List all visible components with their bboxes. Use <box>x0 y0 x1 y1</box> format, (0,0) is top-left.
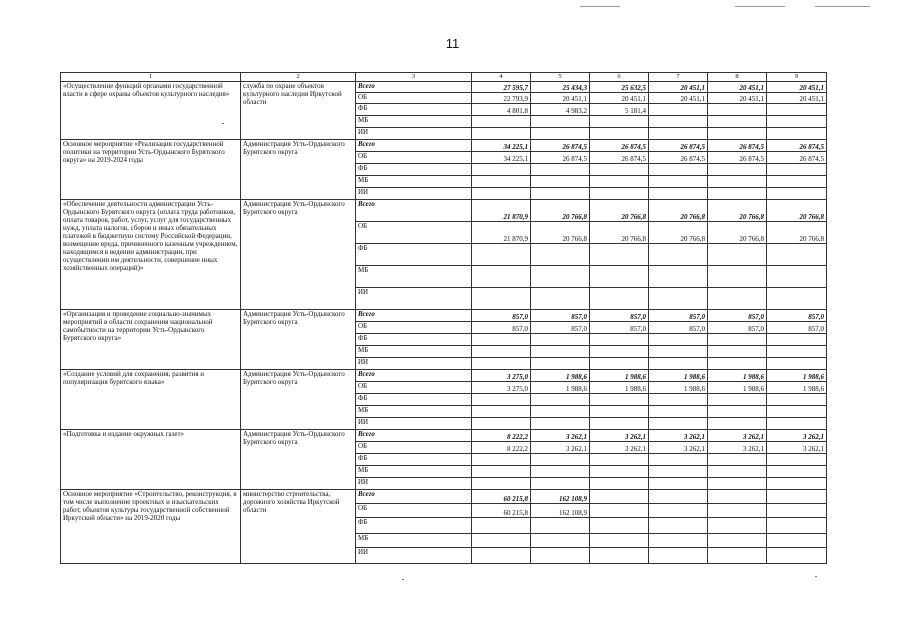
amount-cell <box>767 346 827 358</box>
executor-name: Администрация Усть-Ордынского Бурятского округа <box>241 140 356 200</box>
amount-cell <box>708 394 767 406</box>
table-row <box>61 490 827 504</box>
funding-source: Всего <box>356 200 472 222</box>
amount-cell <box>767 104 827 116</box>
amount-cell <box>767 288 827 310</box>
amount-cell: 20 451,1 <box>708 82 767 93</box>
amount-cell: 1 988,6 <box>590 382 649 394</box>
amount-cell <box>649 418 708 430</box>
amount-cell: 857,0 <box>531 310 590 322</box>
amount-cell: 20 766,8 <box>767 200 827 222</box>
amount-cell: 1 988,6 <box>649 370 708 382</box>
amount-cell: 162 108,9 <box>531 490 590 504</box>
amount-cell: 20 766,8 <box>590 200 649 222</box>
amount-cell <box>590 518 649 534</box>
amount-cell: 1 988,6 <box>767 382 827 394</box>
amount-cell: 20 451,1 <box>649 82 708 93</box>
amount-cell: 3 262,1 <box>767 430 827 442</box>
amount-cell: 857,0 <box>649 322 708 334</box>
amount-cell: 20 766,8 <box>531 222 590 244</box>
amount-cell: 162 108,9 <box>531 504 590 518</box>
amount-cell: 3 262,1 <box>767 442 827 454</box>
executor-name: министерство строительства, дорожного хозяйства Иркутской области <box>241 490 356 564</box>
amount-cell <box>649 346 708 358</box>
amount-cell <box>472 454 531 466</box>
amount-cell <box>590 266 649 288</box>
amount-cell: 857,0 <box>767 322 827 334</box>
amount-cell <box>649 504 708 518</box>
amount-cell <box>708 406 767 418</box>
col-header: 4 <box>472 73 531 82</box>
amount-cell: 3 262,1 <box>590 430 649 442</box>
amount-cell <box>649 176 708 188</box>
amount-cell <box>590 534 649 548</box>
amount-cell <box>531 188 590 200</box>
amount-cell <box>531 128 590 140</box>
amount-cell <box>472 188 531 200</box>
amount-cell: 857,0 <box>649 310 708 322</box>
amount-cell: 34 225,1 <box>472 140 531 152</box>
amount-cell <box>767 394 827 406</box>
amount-cell <box>767 334 827 346</box>
amount-cell <box>590 548 649 564</box>
amount-cell: 857,0 <box>708 322 767 334</box>
amount-cell: 60 215,8 <box>472 490 531 504</box>
executor-name: Администрация Усть-Ордынского Бурятского округа <box>241 310 356 370</box>
amount-cell: 20 451,1 <box>767 82 827 93</box>
funding-source: ФБ <box>356 454 472 466</box>
amount-cell <box>531 406 590 418</box>
activity-description: Основное мероприятие «Строительство, реконструкция, в том числе выполнение проектных и изыскательских работ, объектов культуры государственной собственной Иркутской области» на 2019-2020 годы <box>61 490 241 564</box>
amount-cell: 3 262,1 <box>531 442 590 454</box>
amount-cell <box>590 406 649 418</box>
amount-cell <box>531 288 590 310</box>
amount-cell: 857,0 <box>472 322 531 334</box>
amount-cell <box>472 176 531 188</box>
amount-cell: 1 988,6 <box>767 370 827 382</box>
col-header: 3 <box>356 73 472 82</box>
amount-cell <box>531 176 590 188</box>
amount-cell: 26 874,5 <box>590 152 649 164</box>
amount-cell <box>767 116 827 128</box>
amount-cell: 26 874,5 <box>767 152 827 164</box>
amount-cell <box>590 418 649 430</box>
amount-cell <box>472 394 531 406</box>
amount-cell <box>590 116 649 128</box>
amount-cell: 60 215,8 <box>472 504 531 518</box>
col-header: 9 <box>767 73 827 82</box>
funding-source: ОБ <box>356 322 472 334</box>
activity-description: «Подготовка и издание окружных газет» <box>61 430 241 490</box>
funding-source: ИИ <box>356 358 472 370</box>
activity-description: «Обеспечение деятельности администрации Усть-Ордынского Бурятского округа (оплата труда работников, оплата товаров, работ, услуг, услуг для государственных нужд, уплата налогов, сборов и иных обязательных платежей в бюджетную систему Российской Федерации, возмещение вреда, причиненного казенным учреждением, находящимся в ведении администрации, при осуществлении им деятельности, совершение иных хозяйственных операций)» <box>61 200 241 310</box>
amount-cell <box>708 418 767 430</box>
funding-source: ФБ <box>356 244 472 266</box>
amount-cell <box>767 418 827 430</box>
table-row <box>61 310 827 322</box>
amount-cell <box>531 266 590 288</box>
activity-description: «Осуществление функций органами государственной власти в сфере охраны объектов культурного наследия» <box>61 82 241 140</box>
amount-cell <box>649 406 708 418</box>
amount-cell <box>472 518 531 534</box>
amount-cell <box>472 418 531 430</box>
amount-cell: 26 874,5 <box>708 140 767 152</box>
executor-name: Администрация Усть-Ордынского Бурятского округа <box>241 370 356 430</box>
amount-cell <box>708 548 767 564</box>
amount-cell <box>590 244 649 266</box>
amount-cell: 8 222,2 <box>472 442 531 454</box>
amount-cell: 20 451,1 <box>708 93 767 104</box>
amount-cell <box>708 478 767 490</box>
amount-cell: 20 766,8 <box>708 222 767 244</box>
funding-source: Всего <box>356 490 472 504</box>
funding-source: МБ <box>356 266 472 288</box>
scan-artifact-dot <box>402 579 404 580</box>
amount-cell: 20 451,1 <box>590 93 649 104</box>
amount-cell <box>708 288 767 310</box>
amount-cell <box>708 358 767 370</box>
amount-cell: 20 766,8 <box>649 222 708 244</box>
amount-cell <box>767 454 827 466</box>
amount-cell: 3 275,0 <box>472 370 531 382</box>
col-header: 8 <box>708 73 767 82</box>
amount-cell: 25 434,3 <box>531 82 590 93</box>
amount-cell: 3 262,1 <box>649 442 708 454</box>
amount-cell: 1 988,6 <box>708 370 767 382</box>
amount-cell <box>708 176 767 188</box>
amount-cell: 20 766,8 <box>531 200 590 222</box>
funding-source: ИИ <box>356 478 472 490</box>
amount-cell: 26 874,5 <box>767 140 827 152</box>
funding-source: ФБ <box>356 518 472 534</box>
amount-cell <box>531 244 590 266</box>
amount-cell: 1 988,6 <box>708 382 767 394</box>
funding-source: ОБ <box>356 152 472 164</box>
amount-cell <box>767 176 827 188</box>
amount-cell: 26 874,5 <box>531 140 590 152</box>
funding-source: ФБ <box>356 334 472 346</box>
amount-cell <box>649 358 708 370</box>
scan-artifact-line <box>580 6 620 7</box>
col-header: 5 <box>531 73 590 82</box>
amount-cell <box>472 358 531 370</box>
amount-cell <box>649 490 708 504</box>
amount-cell: 20 766,8 <box>649 200 708 222</box>
header-row <box>61 73 827 82</box>
amount-cell <box>708 164 767 176</box>
amount-cell: 21 870,9 <box>472 222 531 244</box>
amount-cell <box>708 466 767 478</box>
funding-source: ОБ <box>356 382 472 394</box>
amount-cell <box>472 406 531 418</box>
amount-cell <box>590 358 649 370</box>
scan-artifact-dot <box>815 576 817 577</box>
amount-cell <box>531 394 590 406</box>
amount-cell: 857,0 <box>472 310 531 322</box>
amount-cell: 3 262,1 <box>531 430 590 442</box>
amount-cell: 857,0 <box>708 310 767 322</box>
amount-cell <box>590 288 649 310</box>
funding-source: ФБ <box>356 394 472 406</box>
funding-source: ФБ <box>356 164 472 176</box>
amount-cell: 20 766,8 <box>767 222 827 244</box>
amount-cell <box>590 394 649 406</box>
amount-cell <box>590 164 649 176</box>
amount-cell: 8 222,2 <box>472 430 531 442</box>
amount-cell <box>649 164 708 176</box>
activity-description: Основное мероприятие «Реализация государственной политики на территории Усть-Ордынского Бурятского округа» на 2019-2024 годы <box>61 140 241 200</box>
amount-cell <box>708 534 767 548</box>
amount-cell <box>708 266 767 288</box>
amount-cell <box>708 188 767 200</box>
amount-cell <box>590 188 649 200</box>
amount-cell: 1 988,6 <box>531 382 590 394</box>
amount-cell: 27 595,7 <box>472 82 531 93</box>
col-header: 1 <box>61 73 241 82</box>
amount-cell <box>708 128 767 140</box>
amount-cell <box>649 534 708 548</box>
amount-cell: 26 874,5 <box>708 152 767 164</box>
table-row <box>61 200 827 222</box>
col-header: 2 <box>241 73 356 82</box>
amount-cell <box>472 266 531 288</box>
table-row <box>61 430 827 442</box>
amount-cell: 857,0 <box>767 310 827 322</box>
page-number: 11 <box>445 36 460 51</box>
executor-name: Администрация Усть-Ордынского Бурятского округа <box>241 430 356 490</box>
amount-cell <box>649 188 708 200</box>
funding-source: ОБ <box>356 93 472 104</box>
amount-cell <box>649 266 708 288</box>
amount-cell: 5 181,4 <box>590 104 649 116</box>
amount-cell <box>649 116 708 128</box>
funding-source: МБ <box>356 176 472 188</box>
amount-cell <box>472 334 531 346</box>
amount-cell <box>472 164 531 176</box>
activity-description: «Создание условий для сохранения, развития и популяризация бурятского языка» <box>61 370 241 430</box>
amount-cell <box>590 478 649 490</box>
amount-cell <box>590 176 649 188</box>
amount-cell <box>590 334 649 346</box>
amount-cell: 20 451,1 <box>531 93 590 104</box>
amount-cell <box>708 454 767 466</box>
table-row <box>61 140 827 152</box>
amount-cell <box>767 548 827 564</box>
amount-cell: 857,0 <box>590 310 649 322</box>
amount-cell: 26 874,5 <box>531 152 590 164</box>
funding-source: МБ <box>356 534 472 548</box>
amount-cell: 20 451,1 <box>767 93 827 104</box>
amount-cell <box>590 128 649 140</box>
amount-cell: 3 275,0 <box>472 382 531 394</box>
amount-cell <box>767 534 827 548</box>
amount-cell <box>649 394 708 406</box>
amount-cell <box>767 518 827 534</box>
amount-cell <box>708 334 767 346</box>
amount-cell <box>708 104 767 116</box>
amount-cell <box>531 418 590 430</box>
amount-cell: 4 983,2 <box>531 104 590 116</box>
amount-cell <box>649 128 708 140</box>
amount-cell <box>531 346 590 358</box>
amount-cell <box>767 244 827 266</box>
amount-cell <box>531 478 590 490</box>
amount-cell: 1 988,6 <box>649 382 708 394</box>
amount-cell: 857,0 <box>590 322 649 334</box>
funding-source: ОБ <box>356 504 472 518</box>
amount-cell: 20 766,8 <box>590 222 649 244</box>
amount-cell <box>649 104 708 116</box>
amount-cell <box>531 518 590 534</box>
amount-cell <box>531 358 590 370</box>
executor-name: служба по охране объектов культурного наследия Иркутской области <box>241 82 356 140</box>
funding-source: ИИ <box>356 418 472 430</box>
amount-cell <box>531 454 590 466</box>
funding-source: Всего <box>356 370 472 382</box>
amount-cell: 3 262,1 <box>649 430 708 442</box>
funding-source: ИИ <box>356 548 472 564</box>
table-row <box>61 82 827 93</box>
funding-source: ОБ <box>356 222 472 244</box>
amount-cell <box>472 534 531 548</box>
amount-cell <box>590 504 649 518</box>
amount-cell <box>767 358 827 370</box>
amount-cell <box>531 466 590 478</box>
activity-description: «Организация и проведение социально-значимых мероприятий в области сохранения национальной самобытности на территории Усть-Ордынского Бурятского округа» <box>61 310 241 370</box>
funding-source: ОБ <box>356 442 472 454</box>
amount-cell <box>767 128 827 140</box>
table-row <box>61 370 827 382</box>
amount-cell <box>472 128 531 140</box>
amount-cell <box>531 164 590 176</box>
amount-cell <box>590 490 649 504</box>
amount-cell <box>472 244 531 266</box>
amount-cell <box>472 288 531 310</box>
amount-cell <box>531 334 590 346</box>
amount-cell <box>767 466 827 478</box>
amount-cell <box>649 288 708 310</box>
funding-source: МБ <box>356 406 472 418</box>
amount-cell <box>649 466 708 478</box>
amount-cell <box>590 454 649 466</box>
budget-table <box>60 72 827 564</box>
funding-source: Всего <box>356 430 472 442</box>
amount-cell: 20 451,1 <box>649 93 708 104</box>
amount-cell <box>767 478 827 490</box>
amount-cell: 22 793,9 <box>472 93 531 104</box>
amount-cell: 26 874,5 <box>590 140 649 152</box>
scan-artifact-line <box>735 6 785 7</box>
amount-cell: 3 262,1 <box>590 442 649 454</box>
funding-source: ИИ <box>356 288 472 310</box>
amount-cell <box>472 466 531 478</box>
amount-cell <box>767 188 827 200</box>
amount-cell <box>649 334 708 346</box>
amount-cell <box>767 504 827 518</box>
amount-cell <box>649 518 708 534</box>
amount-cell: 1 988,6 <box>590 370 649 382</box>
funding-source: Всего <box>356 140 472 152</box>
amount-cell <box>649 548 708 564</box>
amount-cell <box>472 346 531 358</box>
amount-cell: 21 870,9 <box>472 200 531 222</box>
funding-source: Всего <box>356 82 472 93</box>
funding-source: ФБ <box>356 104 472 116</box>
amount-cell <box>708 116 767 128</box>
amount-cell: 4 801,8 <box>472 104 531 116</box>
amount-cell <box>472 548 531 564</box>
amount-cell <box>708 504 767 518</box>
amount-cell <box>767 490 827 504</box>
funding-source: ИИ <box>356 128 472 140</box>
executor-name: Администрация Усть-Ордынского Бурятского округа <box>241 200 356 310</box>
amount-cell <box>708 346 767 358</box>
amount-cell: 25 632,5 <box>590 82 649 93</box>
amount-cell <box>590 466 649 478</box>
amount-cell <box>767 406 827 418</box>
amount-cell <box>767 164 827 176</box>
amount-cell: 857,0 <box>531 322 590 334</box>
funding-source: МБ <box>356 116 472 128</box>
col-header: 7 <box>649 73 708 82</box>
amount-cell: 20 766,8 <box>708 200 767 222</box>
amount-cell: 3 262,1 <box>708 430 767 442</box>
amount-cell <box>531 548 590 564</box>
amount-cell: 26 874,5 <box>649 140 708 152</box>
amount-cell <box>472 116 531 128</box>
amount-cell <box>708 244 767 266</box>
amount-cell: 34 225,1 <box>472 152 531 164</box>
amount-cell: 3 262,1 <box>708 442 767 454</box>
scan-artifact-dot <box>222 123 224 124</box>
funding-source: МБ <box>356 346 472 358</box>
amount-cell <box>472 478 531 490</box>
funding-source: ИИ <box>356 188 472 200</box>
funding-source: Всего <box>356 310 472 322</box>
amount-cell <box>590 346 649 358</box>
amount-cell <box>708 518 767 534</box>
amount-cell <box>649 478 708 490</box>
amount-cell <box>649 454 708 466</box>
amount-cell <box>767 266 827 288</box>
amount-cell <box>531 534 590 548</box>
col-header: 6 <box>590 73 649 82</box>
funding-source: МБ <box>356 466 472 478</box>
amount-cell <box>531 116 590 128</box>
scan-artifact-line <box>815 6 870 7</box>
amount-cell: 1 988,6 <box>531 370 590 382</box>
amount-cell <box>708 490 767 504</box>
amount-cell: 26 874,5 <box>649 152 708 164</box>
amount-cell <box>649 244 708 266</box>
